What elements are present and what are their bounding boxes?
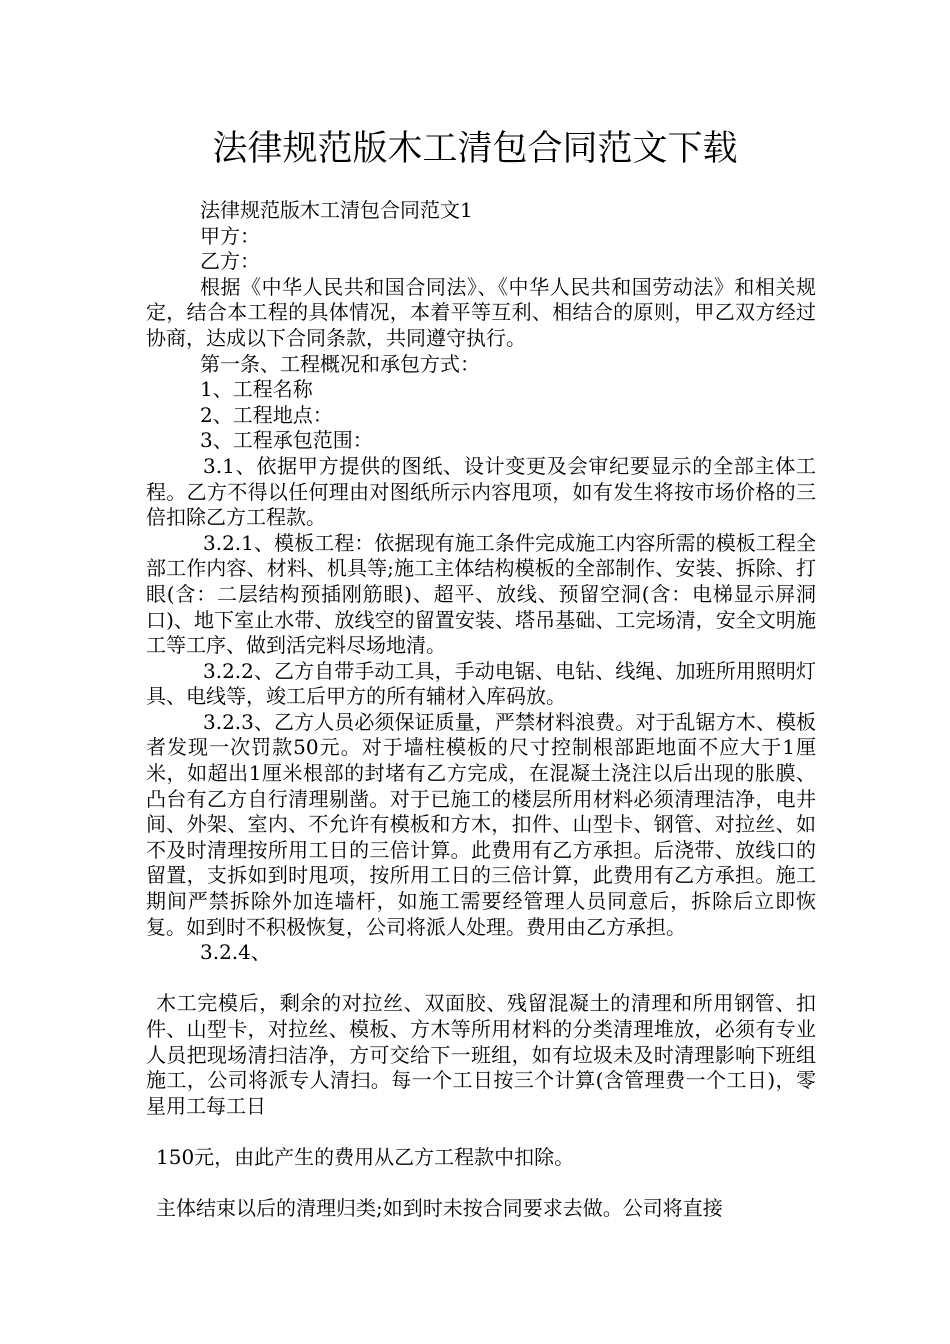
paragraph-project-location: 2、工程地点：: [200, 402, 333, 427]
paragraph-project-name: 1、工程名称: [200, 377, 313, 402]
paragraph-3-2-3: 3.2.3、乙方人员必须保证质量，严禁材料浪费。对于乱锯方木、模板者发现一次罚款50元。对于墙柱模板的尺寸控制根部距地面不应大于1厘米，如超出1厘米根部的封堵有乙方完成，在混凝土浇注以后出现的胀膜、凸台有乙方自行清理剔凿。对于已施工的楼层所用材料必须清理洁净，电井间、外架、室内、不允许有模板和方木，扣件、山型卡、钢管、对拉丝、如不及时清理按所用工日的三倍计算。此费用有乙方承担。后浇带、放线口的留置，支拆如到时甩项，按所用工日的三倍计算，此费用有乙方承担。施工期间严禁拆除外加连墙杆，如施工需要经管理人员同意后，拆除后立即恢复。如到时不积极恢复，公司将派人处理。费用由乙方承担。: [146, 709, 816, 939]
paragraph-fee: 150元，由此产生的费用从乙方工程款中扣除。: [156, 1144, 575, 1169]
paragraph-3-2-4: 3.2.4、: [200, 940, 271, 965]
document-title: 法律规范版木工清包合同范文下载: [212, 129, 738, 169]
paragraph-party-b: 乙方：: [200, 249, 260, 274]
paragraph-gap: [146, 1119, 816, 1145]
paragraph-subtitle: 法律规范版木工清包合同范文1: [200, 198, 473, 222]
paragraph-3-1: 3.1、依据甲方提供的图纸、设计变更及会审纪要显示的全部主体工程。乙方不得以任何理由对图纸所示内容甩项，如有发生将按市场价格的三倍扣除乙方工程款。: [146, 453, 816, 530]
document-body: [146, 198, 816, 1222]
paragraph-gap: [146, 1171, 816, 1197]
paragraph-gap: [146, 966, 816, 992]
paragraph-scope: 3、工程承包范围：: [200, 428, 373, 453]
paragraph-3-2-2: 3.2.2、乙方自带手动工具，手动电锯、电钻、线绳、加班所用照明灯具、电线等，竣工后甲方的所有辅材入库码放。: [146, 658, 816, 709]
paragraph-3-2-1: 3.2.1、模板工程：依据现有施工条件完成施工内容所需的模板工程全部工作内容、材料、机具等;施工主体结构模板的全部制作、安装、拆除、打眼(含：二层结构预插刚筋眼)、超平、放线、预留空洞(含：电梯显示屏洞口)、地下室止水带、放线空的留置安装、塔吊基础、工完场清，安全文明施工等工序、做到活完料尽场地清。: [146, 530, 816, 658]
paragraph-after-main: 主体结束以后的清理归类;如到时未按合同要求去做。公司将直接: [156, 1196, 723, 1221]
paragraph-basis: 根据《中华人民共和国合同法》、《中华人民共和国劳动法》和相关规定，结合本工程的具体情况，本着平等互利、相结合的原则，甲乙双方经过协商，达成以下合同条款，共同遵守执行。: [146, 274, 816, 350]
paragraph-party-a: 甲方：: [200, 223, 260, 248]
paragraph-article-1: 第一条、工程概况和承包方式：: [200, 351, 480, 376]
paragraph-cleanup: 木工完模后，剩余的对拉丝、双面胶、残留混凝土的清理和所用钢管、扣件、山型卡，对拉丝、模板、方木等所用材料的分类清理堆放，必须有专业人员把现场清扫洁净，方可交给下一班组，如有垃圾未及时清理影响下班组施工，公司将派专人清扫。每一个工日按三个计算(含管理费一个工日)，零星用工每工日: [146, 991, 816, 1118]
